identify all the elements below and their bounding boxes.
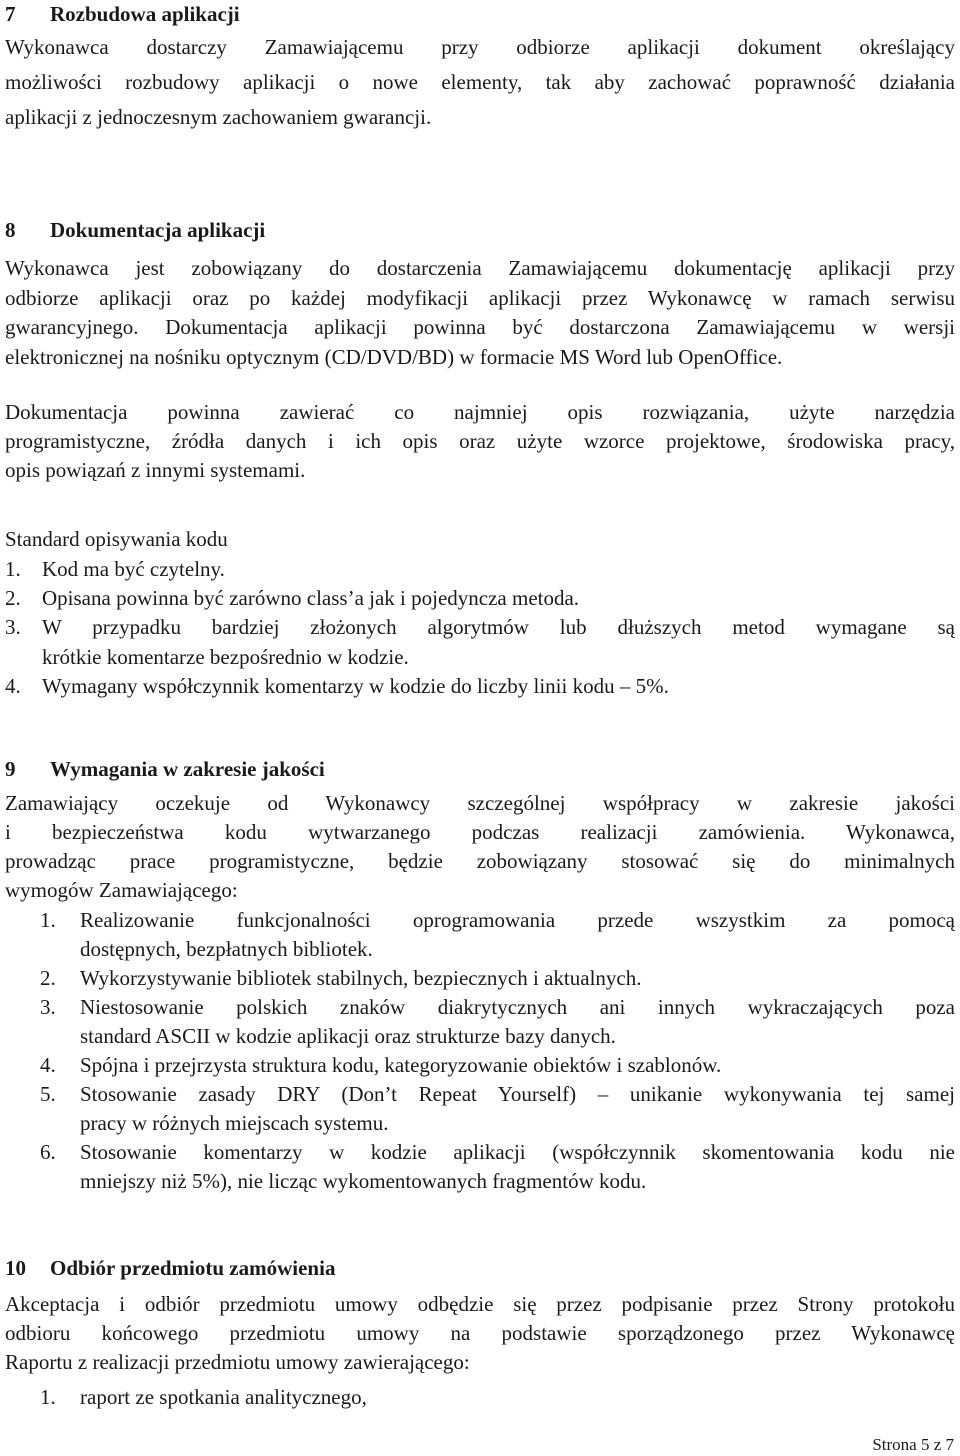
- section-9-number: 9: [5, 757, 16, 781]
- section-8-para2-line: programistyczne, źródła danych i ich opis oraz użyte wzorce projektowe, środowiska pracy,: [5, 429, 955, 453]
- list-item-text: mniejszy niż 5%), nie licząc wykomentowanych fragmentów kodu.: [80, 1169, 647, 1193]
- list-number: 1.: [5, 557, 21, 581]
- list-number: 2.: [5, 586, 21, 610]
- page-number: Strona 5 z 7: [872, 1435, 954, 1454]
- list-item-text: Spójna i przejrzysta struktura kodu, kategoryzowanie obiektów i szablonów.: [80, 1053, 722, 1077]
- list-item-text: krótkie komentarze bezpośrednio w kodzie.: [42, 645, 409, 669]
- list-number: 4.: [5, 674, 21, 698]
- list-item-text: W przypadku bardziej złożonych algorytmów lub dłuższych metod wymagane są: [42, 615, 955, 639]
- list-number: 1.: [40, 908, 56, 932]
- list-item-text: pracy w różnych miejscach systemu.: [80, 1111, 389, 1135]
- section-9-para-line: prowadząc prace programistyczne, będzie zobowiązany stosować się do minimalnych: [5, 849, 955, 873]
- list-number: 6.: [40, 1140, 56, 1164]
- section-8-para2-line: Dokumentacja powinna zawierać co najmniej opis rozwiązania, użyte narzędzia: [5, 400, 955, 424]
- list-number: 2.: [40, 966, 56, 990]
- section-8-number: 8: [5, 218, 16, 242]
- list-item-text: Stosowanie zasady DRY (Don’t Repeat Yourself) – unikanie wykonywania tej samej: [80, 1082, 955, 1106]
- section-8-para1-line: elektronicznej na nośniku optycznym (CD/DVD/BD) w formacie MS Word lub OpenOffice.: [5, 345, 783, 369]
- section-7-number: 7: [5, 2, 16, 26]
- list-item-text: Niestosowanie polskich znaków diakrytycznych ani innych wykraczających poza: [80, 995, 955, 1019]
- section-10-para-line: Raportu z realizacji przedmiotu umowy zawierającego:: [5, 1350, 470, 1374]
- section-9-para-line: wymogów Zamawiającego:: [5, 878, 238, 902]
- section-9-para-line: i bezpieczeństwa kodu wytwarzanego podczas realizacji zamówienia. Wykonawca,: [5, 820, 955, 844]
- list-item-text: dostępnych, bezpłatnych bibliotek.: [80, 937, 373, 961]
- section-10-para-line: odbioru końcowego przedmiotu umowy na podstawie sporządzonego przez Wykonawcę: [5, 1321, 955, 1345]
- list-item-text: raport ze spotkania analitycznego,: [80, 1385, 367, 1409]
- standard-title: Standard opisywania kodu: [5, 527, 228, 551]
- list-number: 3.: [40, 995, 56, 1019]
- list-number: 5.: [40, 1082, 56, 1106]
- list-item-text: standard ASCII w kodzie aplikacji oraz strukturze bazy danych.: [80, 1024, 616, 1048]
- section-7-line: możliwości rozbudowy aplikacji o nowe elementy, tak aby zachować poprawność działania: [5, 70, 955, 94]
- section-10-number: 10: [5, 1256, 26, 1280]
- section-8-para2-line: opis powiązań z innymi systemami.: [5, 458, 306, 482]
- list-item-text: Realizowanie funkcjonalności oprogramowania przede wszystkim za pomocą: [80, 908, 955, 932]
- list-number: 1.: [40, 1385, 56, 1409]
- section-8-para1-line: odbiorze aplikacji oraz po każdej modyfikacji aplikacji przez Wykonawcę w ramach serwisu: [5, 286, 955, 310]
- list-item-text: Wymagany współczynnik komentarzy w kodzie do liczby linii kodu – 5%.: [42, 674, 669, 698]
- list-number: 3.: [5, 615, 21, 639]
- section-8-para1-line: Wykonawca jest zobowiązany do dostarczenia Zamawiającemu dokumentację aplikacji przy: [5, 256, 955, 280]
- section-10-title: Odbiór przedmiotu zamówienia: [50, 1256, 336, 1280]
- section-9-para-line: Zamawiający oczekuje od Wykonawcy szczególnej współpracy w zakresie jakości: [5, 791, 955, 815]
- list-item-text: Kod ma być czytelny.: [42, 557, 225, 581]
- list-number: 4.: [40, 1053, 56, 1077]
- section-9-title: Wymagania w zakresie jakości: [50, 757, 325, 781]
- section-7-line: Wykonawca dostarczy Zamawiającemu przy odbiorze aplikacji dokument określający: [5, 35, 955, 59]
- section-7-line: aplikacji z jednoczesnym zachowaniem gwarancji.: [5, 105, 432, 129]
- list-item-text: Opisana powinna być zarówno class’a jak i pojedyncza metoda.: [42, 586, 580, 610]
- section-8-title: Dokumentacja aplikacji: [50, 218, 266, 242]
- section-10-para-line: Akceptacja i odbiór przedmiotu umowy odbędzie się przez podpisanie przez Strony protokołu: [5, 1292, 955, 1316]
- list-item-text: Stosowanie komentarzy w kodzie aplikacji (współczynnik skomentowania kodu nie: [80, 1140, 955, 1164]
- list-item-text: Wykorzystywanie bibliotek stabilnych, bezpiecznych i aktualnych.: [80, 966, 642, 990]
- section-8-para1-line: gwarancyjnego. Dokumentacja aplikacji powinna być dostarczona Zamawiającemu w wersji: [5, 315, 955, 339]
- section-7-title: Rozbudowa aplikacji: [50, 2, 240, 26]
